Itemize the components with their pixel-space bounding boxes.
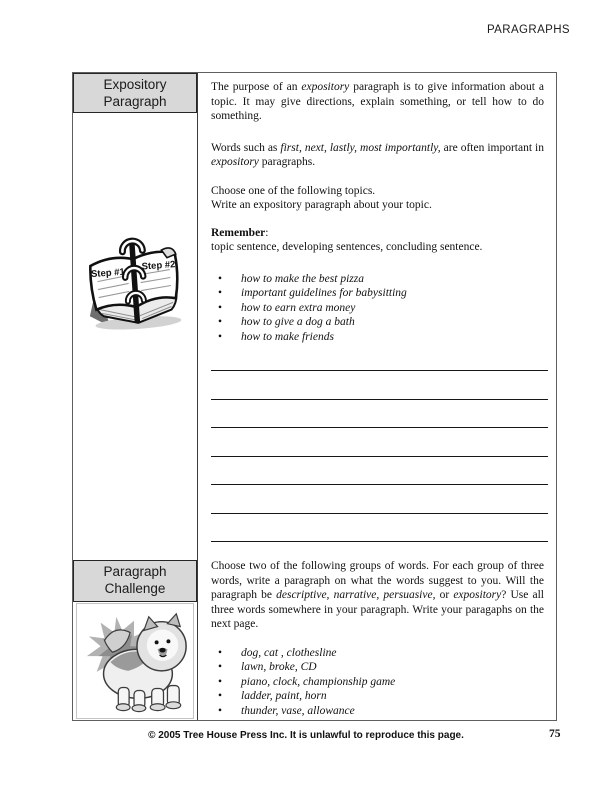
writing-line	[211, 485, 548, 514]
remember-heading: Remember:	[211, 226, 269, 239]
page-number: 75	[549, 728, 561, 740]
step2-label: Step #2	[141, 259, 176, 273]
writing-line	[211, 371, 548, 400]
writing-line	[211, 457, 548, 486]
copyright-footer: © 2005 Tree House Press Inc. It is unlawful to reproduce this page.	[148, 730, 464, 741]
challenge-instructions-paragraph: Choose two of the following groups of words. For each group of three words, write a paragraph on what the words suggest to you. Will the paragraph be descriptive, narrative, persuasive, or expository? Use all three words somewhere in your paragraph. Write your paragaphs on the next page.	[211, 560, 544, 630]
remember-detail: topic sentence, developing sentences, concluding sentence.	[211, 241, 483, 253]
instruction-line-2: Write an expository paragraph about your topic.	[211, 199, 432, 211]
writing-line	[211, 348, 548, 371]
list-item: • how to make friends	[211, 330, 544, 345]
list-item: • thunder, vase, allowance	[211, 704, 544, 719]
right-column	[198, 73, 556, 720]
list-item: • how to earn extra money	[211, 301, 544, 316]
bullet-icon: •	[218, 287, 223, 299]
writing-line	[211, 428, 548, 457]
paragraph-challenge-title-box: Paragraph Challenge	[73, 560, 197, 602]
bullet-icon: •	[218, 675, 223, 688]
list-item: • how to make the best pizza	[211, 272, 544, 287]
topics-list	[211, 272, 544, 345]
list-item: • piano, clock, championship game	[211, 675, 544, 690]
writing-line	[211, 514, 548, 543]
bullet-icon: •	[218, 690, 223, 702]
writing-lines	[211, 348, 548, 542]
dog-illustration	[76, 603, 194, 719]
word-groups-list	[211, 646, 544, 719]
bullet-icon: •	[218, 316, 223, 328]
left-column	[73, 73, 198, 720]
writing-line	[211, 400, 548, 429]
bullet-icon: •	[218, 704, 223, 717]
list-item: • lawn, broke, CD	[211, 660, 544, 675]
bullet-icon: •	[218, 272, 223, 285]
running-head: PARAGRAPHS	[486, 24, 570, 36]
notebook-steps-icon	[80, 233, 190, 341]
list-item: • ladder, paint, horn	[211, 689, 544, 704]
bullet-icon: •	[218, 646, 223, 659]
bullet-icon: •	[218, 330, 223, 343]
bullet-icon: •	[218, 661, 223, 673]
bullet-icon: •	[218, 301, 223, 314]
expository-paragraph-title-box: Expository Paragraph	[73, 73, 197, 113]
remember-paragraph	[211, 226, 544, 255]
list-item: • dog, cat , clothesline	[211, 646, 544, 661]
choose-topic-instructions	[211, 184, 544, 213]
step1-label: Step #1	[90, 266, 126, 281]
expository-intro-paragraph: The purpose of an expository paragraph is to give information about a topic. It may give directions, explain something, or tell how to do something.	[211, 81, 544, 122]
key-words-paragraph: Words such as first, next, lastly, most importantly, are often important in expository paragraphs.	[211, 141, 544, 168]
list-item: • important guidelines for babysitting	[211, 286, 544, 301]
worksheet-table	[72, 72, 557, 721]
list-item: • how to give a dog a bath	[211, 315, 544, 330]
instruction-line-1: Choose one of the following topics.	[211, 184, 376, 197]
